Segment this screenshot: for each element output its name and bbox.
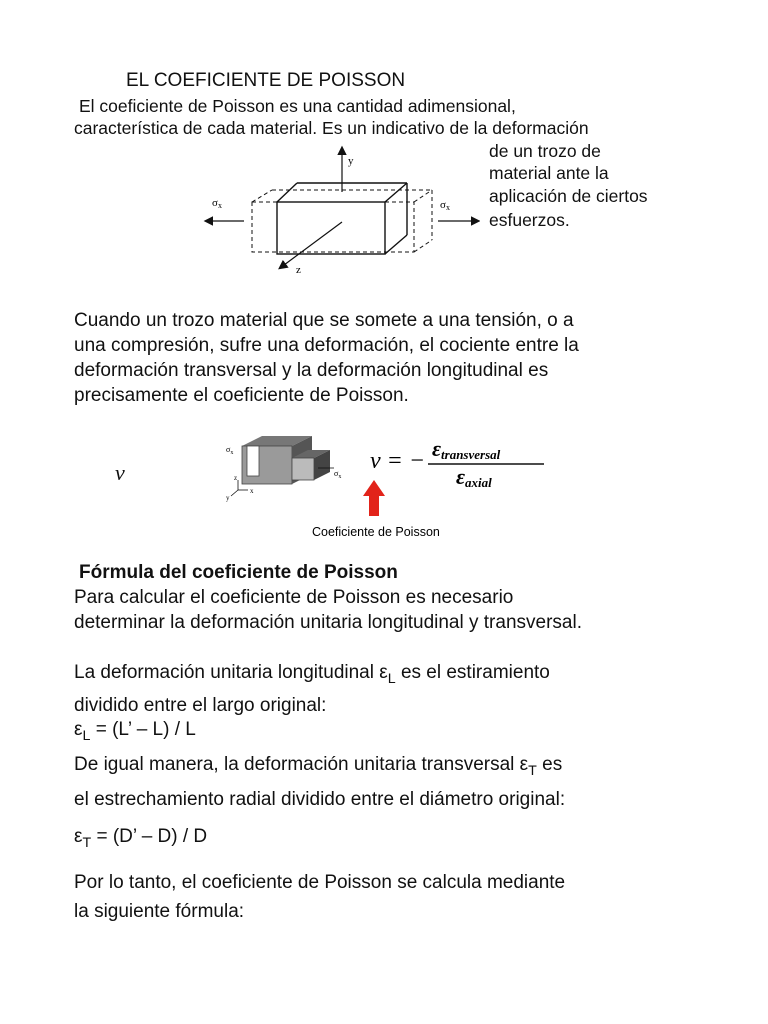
red-up-arrow (363, 480, 385, 516)
intro-wrap-2: material ante la (489, 163, 609, 183)
section-heading: Fórmula del coeficiente de Poisson (79, 562, 398, 583)
figure-caption: Coeficiente de Poisson (312, 525, 440, 539)
intro-wrap-1: de un trozo de (489, 141, 601, 161)
sigma-right-label: σx (440, 199, 450, 212)
tension-box-diagram (200, 140, 480, 280)
intro-wrap-3: aplicación de ciertos (489, 186, 648, 206)
small-axis-y: y (226, 494, 230, 502)
page-title: EL COEFICIENTE DE POISSON (126, 70, 406, 91)
formula-numerator: εtransversal (432, 436, 501, 462)
conclusion-line-2: la siguiente fórmula: (74, 901, 245, 922)
formula-lhs: ν = − (370, 448, 426, 474)
intro-line-2: característica de cada material. Es un indicativo de la deformación (74, 118, 589, 138)
paragraph-2-line-2: una compresión, sufre una deformación, el cociente entre la (74, 335, 579, 356)
nu-symbol: ν (115, 460, 125, 485)
formula-denominator: εaxial (456, 464, 492, 490)
transversal-line-1: De igual manera, la deformación unitaria transversal $\varepsilon_T$ es (74, 754, 563, 779)
original-box-outline (277, 183, 407, 254)
sigma-left-label: σx (212, 197, 222, 210)
z-axis-arrow (280, 222, 342, 268)
section-text-line-1: Para calcular el coeficiente de Poisson es necesario (74, 587, 514, 608)
longitudinal-line-2: dividido entre el largo original: (74, 695, 327, 716)
paragraph-2-line-1: Cuando un trozo material que se somete a una tensión, o a (74, 310, 574, 331)
conclusion-line-1: Por lo tanto, el coeficiente de Poisson se calcula mediante (74, 872, 566, 893)
longitudinal-formula: $\varepsilon_L = (L$’ – L) / L (74, 719, 196, 744)
z-axis-label: z (296, 264, 301, 276)
intro-line-1: El coeficiente de Poisson es una cantidad adimensional, (79, 96, 516, 116)
small-axis-z: z (234, 474, 238, 482)
intro-wrap-4: esfuerzos. (489, 210, 570, 230)
sigma-left-small: $\sigma_x$ (226, 445, 234, 456)
poisson-formula-figure (222, 428, 552, 546)
small-axis-x: x (250, 487, 254, 495)
longitudinal-line-1: La deformación unitaria longitudinal $\varepsilon_L$ es el estiramiento (74, 662, 550, 687)
transversal-formula: $\varepsilon_T = (D$’ – D) / D (74, 826, 208, 851)
transversal-line-2: el estrechamiento radial dividido entre el diámetro original: (74, 789, 566, 810)
paragraph-2-line-3: deformación transversal y la deformación longitudinal es (74, 360, 549, 381)
paragraph-2-line-4: precisamente el coeficiente de Poisson. (74, 385, 409, 406)
stretched-block-illustration (242, 436, 330, 484)
sigma-right-small: $\sigma_x$ (334, 469, 342, 480)
section-text-line-2: determinar la deformación unitaria longitudinal y transversal. (74, 612, 582, 633)
y-axis-label: y (348, 155, 354, 167)
